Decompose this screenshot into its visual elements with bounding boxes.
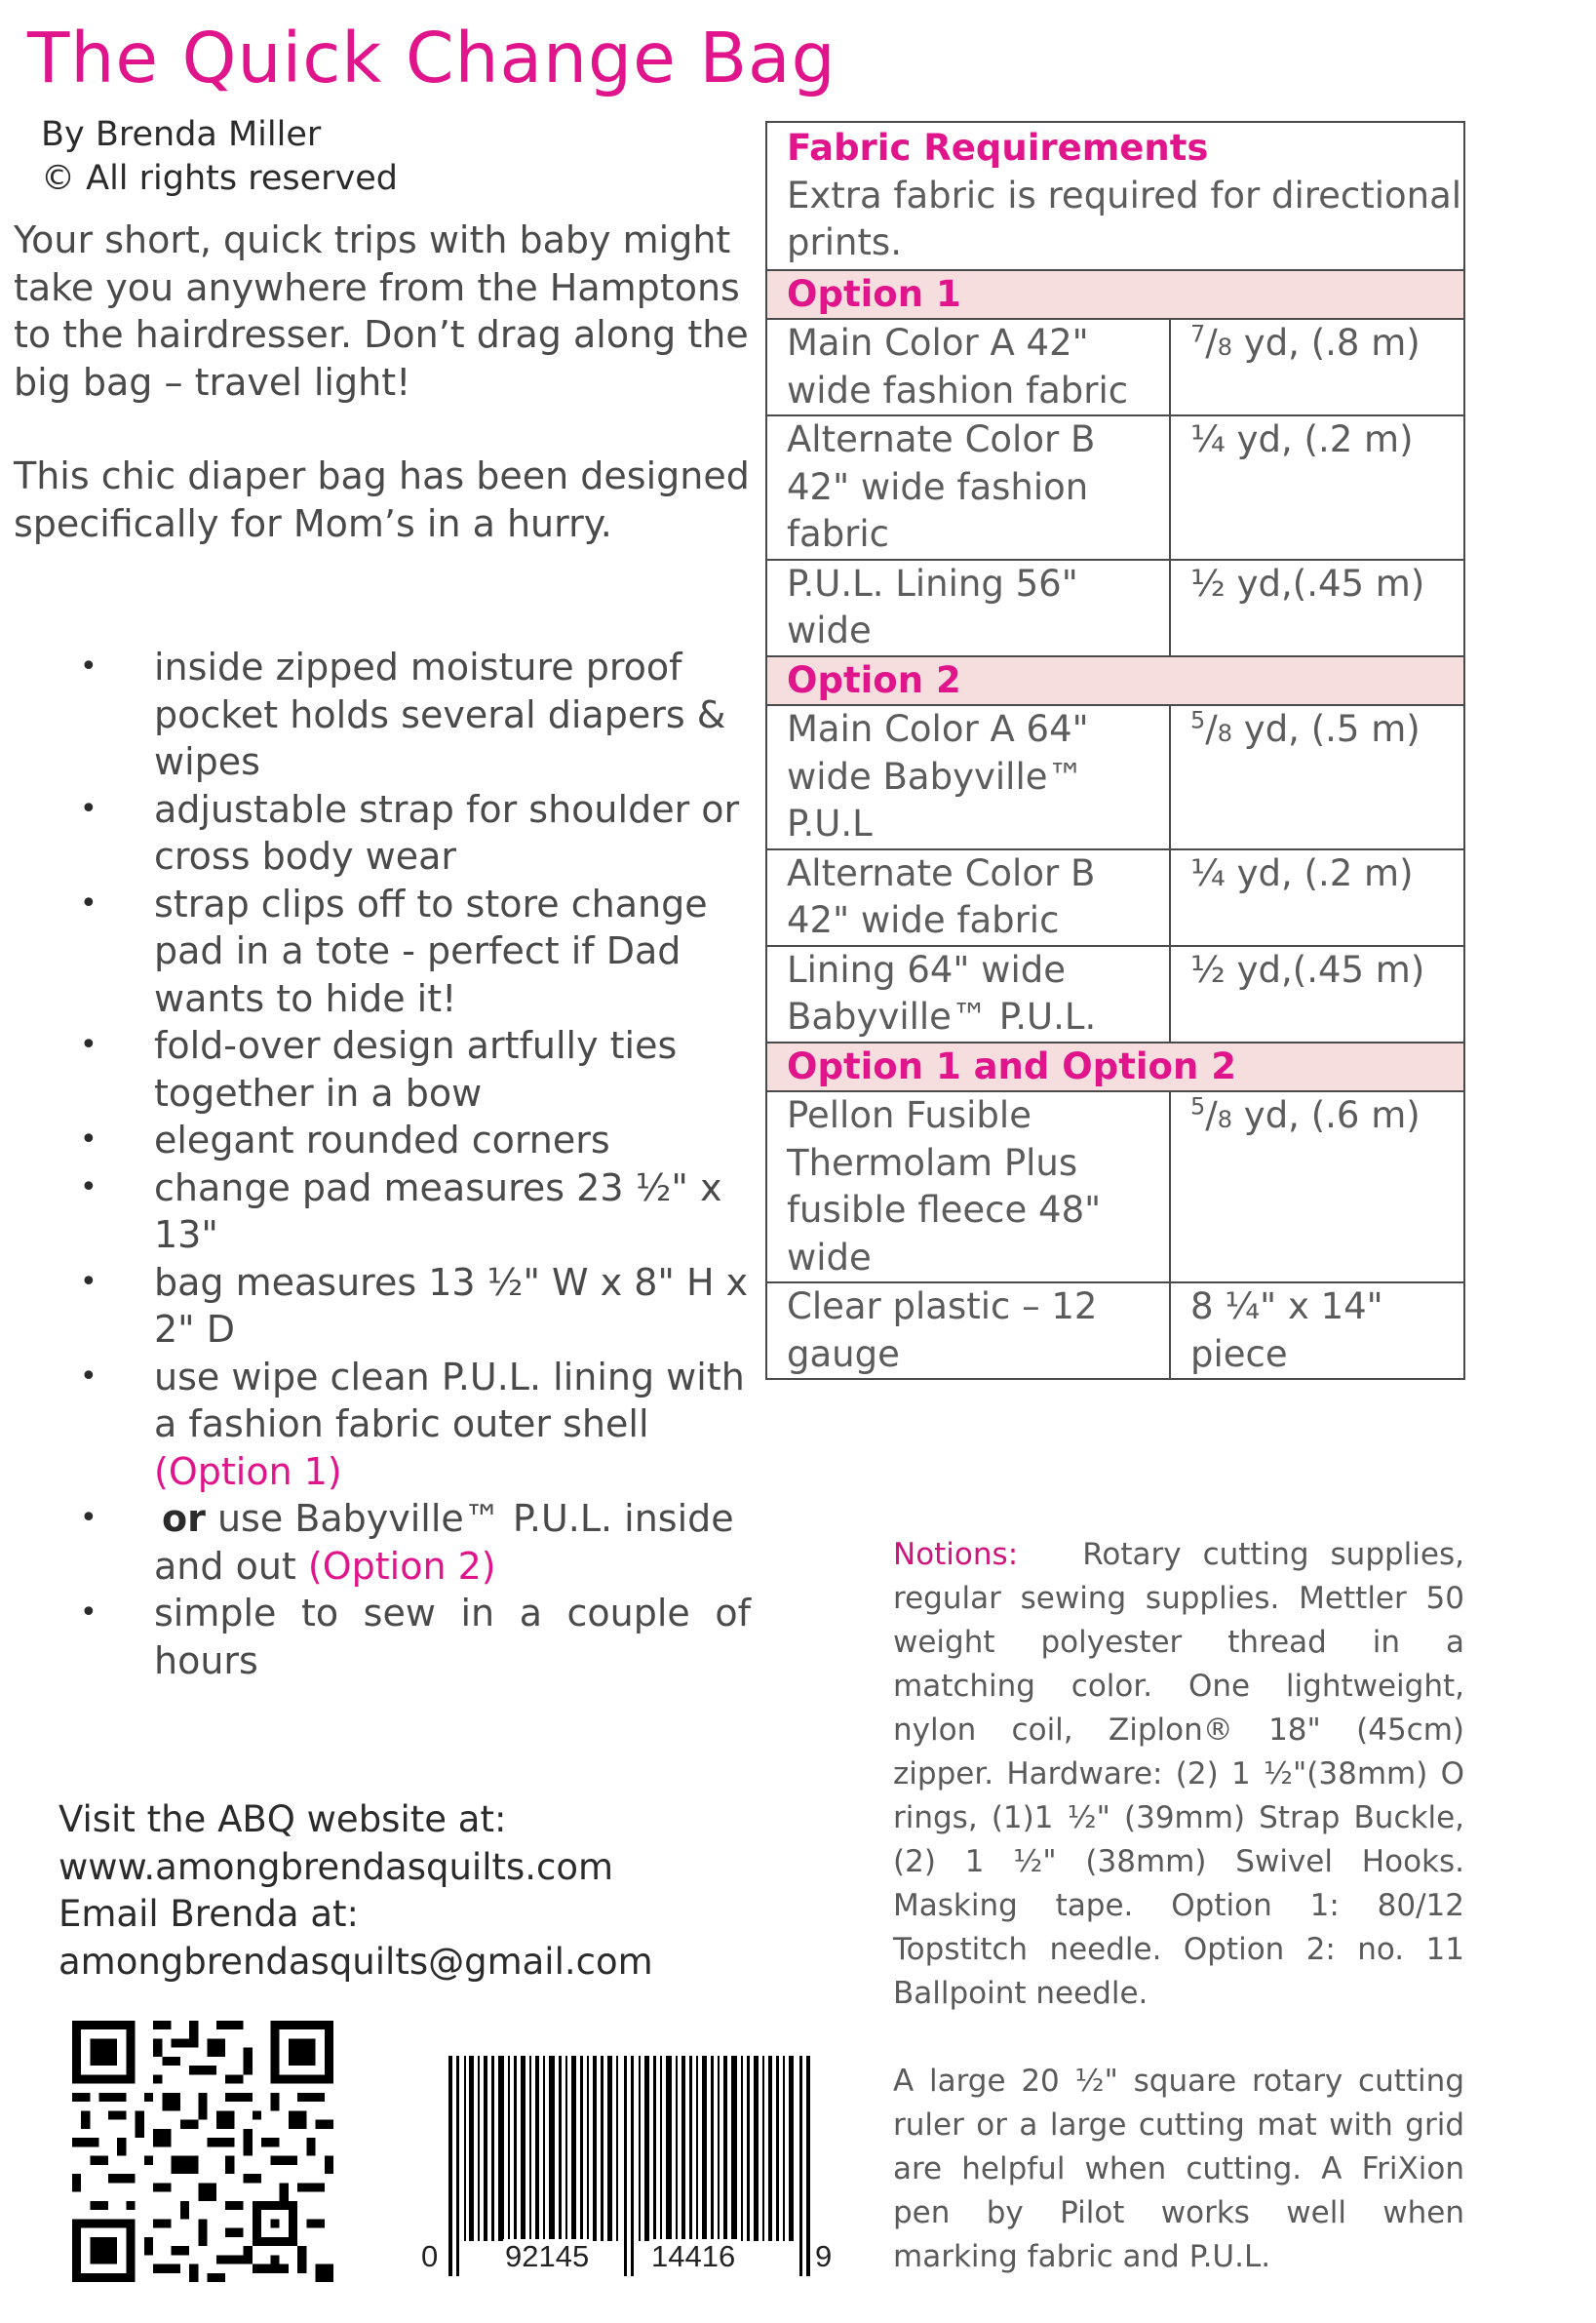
fabric-quantity: $^5$/8 yd, (.5 m) [1170,705,1464,849]
feature-text: simple to sew in a couple of hours [154,1592,751,1682]
feature-item [78,1495,751,1590]
fabric-item: Main Color A 64" wide Babyville™ P.U.L [766,705,1170,849]
feature-item [78,1354,751,1496]
fraction-denominator: 8 [1217,334,1233,361]
feature-text: bag measures 13 ½" W x 8" H x 2" D [154,1260,749,1351]
qr-code-icon [72,2021,333,2282]
fabric-quantity-unit: yd, (.8 m) [1232,322,1421,364]
feature-item [78,1259,751,1354]
feature-text: use wipe clean P.U.L. lining with a fashion fabric outer shell [154,1355,745,1445]
feature-item [78,644,751,786]
table-row [766,1282,1464,1379]
feature-text: change pad measures 23 ½" x 13" [154,1165,722,1256]
barcode-digit: 0 [421,2239,439,2273]
intro-paragraph: Your short, quick trips with baby might take you anywhere from the Hamptons to the hairdresser. Don’t drag along the big bag – travel light! [14,218,749,404]
fabric-quantity-unit: yd, (.6 m) [1232,1094,1421,1136]
table-row [766,849,1464,946]
bullet-icon: • [80,886,97,921]
table-row [766,560,1464,656]
fabric-item: Pellon Fusible Thermolam Plus fusible fleece 48" wide [766,1091,1170,1282]
fabric-item: P.U.L. Lining 56" wide [766,560,1170,656]
or-label: or [162,1497,206,1540]
option-header-row [766,270,1464,320]
feature-text: elegant rounded corners [154,1119,610,1162]
feature-text: inside zipped moisture proof pocket holds several diapers & wipes [154,646,726,783]
fabric-item: Alternate Color B 42" wide fabric [766,849,1170,946]
option-label: Option 1 and Option 2 [787,1044,1236,1087]
fabric-item: Main Color A 42" wide fashion fabric [766,319,1170,415]
feature-item [78,786,751,881]
bullet-icon: • [80,1595,97,1630]
notions-label: Notions: [893,1537,1019,1572]
fabric-quantity: ½ yd,(.45 m) [1170,560,1464,656]
fabric-quantity: ½ yd,(.45 m) [1170,946,1464,1043]
fabric-quantity: ¼ yd, (.2 m) [1170,415,1464,560]
bullet-icon: • [80,791,97,826]
notions-paragraph [893,1533,1474,2016]
feature-text: adjustable strap for shoulder or cross body wear [154,787,740,878]
table-row [766,946,1464,1043]
visit-label: Visit the ABQ website at: [58,1798,507,1840]
notions-block [893,1533,1474,2323]
feature-text: fold-over design artfully ties together in a bow [154,1024,678,1115]
contact-block [58,1796,653,1986]
table-row [766,705,1464,849]
table-row [766,415,1464,560]
feature-item [78,1022,751,1117]
table-row [766,1091,1464,1282]
option-1-tag: (Option 1) [154,1449,342,1493]
barcode-digit: 92145 [505,2239,590,2273]
fabric-item: Alternate Color B 42" wide fashion fabric [766,415,1170,560]
feature-item [78,1590,751,1684]
bullet-icon: • [80,1122,97,1157]
bullet-icon: • [80,650,97,684]
barcode-digits [419,2239,838,2278]
intro-paragraph: This chic diaper bag has been designed specifically for Mom’s in a hurry. [14,454,750,545]
bullet-icon: • [80,1501,97,1535]
fraction-numerator: 7 [1190,320,1206,348]
option-label: Option 1 [787,272,961,315]
barcode-digit: 9 [815,2239,833,2273]
fabric-quantity: ¼ yd, (.2 m) [1170,849,1464,946]
bullet-icon: • [80,1028,97,1062]
fraction-numerator: 5 [1190,1092,1206,1121]
bullet-icon: • [80,1169,97,1204]
table-header-row [766,122,1464,270]
email-label: Email Brenda at: [58,1893,359,1935]
copyright: © All rights reserved [41,159,399,198]
author: By Brenda Miller [41,115,322,154]
notions-text: Rotary cutting supplies, regular sewing supplies. Mettler 50 weight polyester thread in a matching color. One lightweight, nylon coil, Ziplon® 18" (45cm) zipper. Hardware: (2) 1 ½"(38mm) O rings, (1)1 ½" (39mm) Strap Buckle, (2) 1 ½" (38mm) Swivel Hooks. Masking tape. Option 1: 80/12 Topstitch needle. Option 2: no. 11 Ballpoint needle. [893,1537,1474,2011]
intro [14,217,764,594]
table-note: Extra fabric is required for directional prints. [787,174,1462,263]
option-header-row [766,656,1464,706]
fabric-item: Clear plastic – 12 gauge [766,1282,1170,1379]
fraction-denominator: 8 [1217,720,1233,747]
feature-item [78,1164,751,1259]
fabric-item: Lining 64" wide Babyville™ P.U.L. [766,946,1170,1043]
feature-list [78,644,751,1684]
table-heading: Fabric Requirements [787,127,1209,169]
tools-paragraph: A large 20 ½" square rotary cutting ruler or a large cutting mat with grid are helpful when cutting. A FriXion pen by Pilot works well when marking fabric and P.U.L. [893,2064,1464,2274]
fabric-quantity: $^5$/8 yd, (.6 m) [1170,1091,1464,1282]
feature-text: strap clips off to store change pad in a tote - perfect if Dad wants to hide it! [154,882,708,1020]
fraction-numerator: 5 [1190,706,1206,734]
fabric-quantity-unit: yd, (.5 m) [1232,708,1421,750]
bullet-icon: • [80,1264,97,1299]
bullet-icon: • [80,1358,97,1394]
website-link[interactable]: www.amongbrendasquilts.com [58,1845,614,1888]
fraction-denominator: 8 [1217,1106,1233,1133]
feature-item [78,1117,751,1164]
feature-text: use Babyville™ P.U.L. inside and out [154,1497,734,1588]
option-2-tag: (Option 2) [307,1544,496,1588]
page-title: The Quick Change Bag [27,18,837,98]
fabric-requirements-table [765,121,1465,1380]
barcode-digit: 14416 [651,2239,736,2273]
option-header-row [766,1043,1464,1092]
email-link[interactable]: amongbrendasquilts@gmail.com [58,1940,653,1983]
option-label: Option 2 [787,658,961,701]
fabric-quantity: $^7$/8 yd, (.8 m) [1170,319,1464,415]
byline [41,113,398,201]
fabric-quantity: 8 ¼" x 14" piece [1170,1282,1464,1379]
feature-item [78,881,751,1023]
table-row [766,319,1464,415]
